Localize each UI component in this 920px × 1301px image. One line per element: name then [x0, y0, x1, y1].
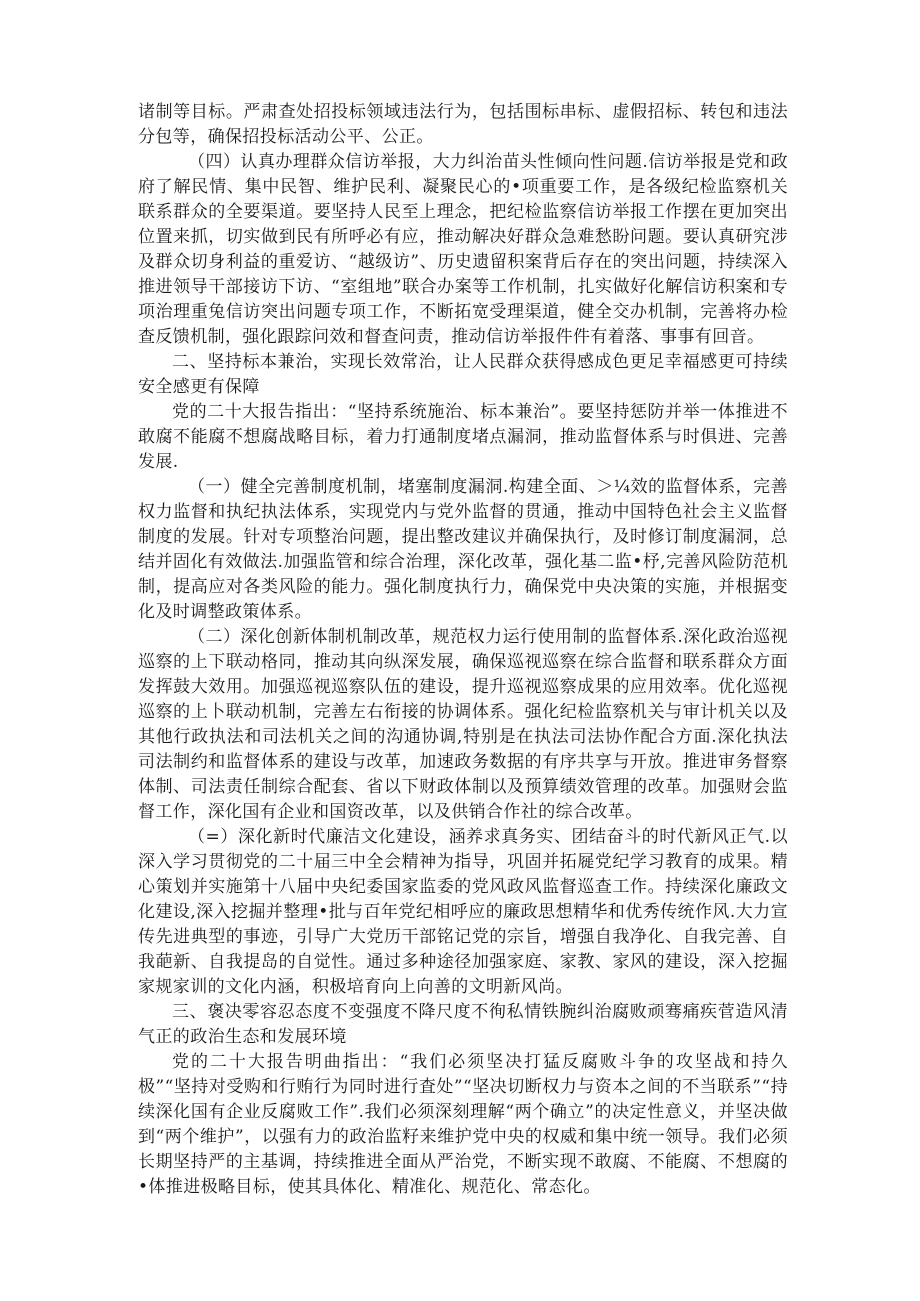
paragraph-systematic-governance: 党的二十大报告指出：“坚持系统施治、标本兼治”。要坚持惩防并举一体推进不敢腐不能腐不想腐战略目标，着力打通制度堵点漏洞，推动监督体系与时俱进、完善发展. [138, 402, 788, 472]
paragraph-bidding-continuation: 诸制等目标。严肃查处招投标领域违法行为，包括围标串标、虚假招标、转包和违法分包等，确保招投标活动公平、公正。 [138, 102, 788, 147]
section-heading-three: 三、褒决零容忍态度不变强度不降尺度不徇私情铁腕纠治腐败顽骞痛疾菅造风清气正的政治生态和发展环境 [138, 1002, 788, 1047]
paragraph-anti-corruption: 党的二十大报告明曲指出：“我们必须坚决打猛反腐败斗争的攻坚战和持久极”“坚持对受购和行贿行为同时进行査处”“坚决切断权力与资本之间的不当联系”“持续深化国有企业反腐败工作”.我们必须深刻理解“两个确立”的决定性意义，并坚决做到“两个维护”，以强有力的政治监籽来维护党中央的权威和集中统一领导。我们必须长期坚持严的主基调，持续推进全面从严治党，不断实现不敢腐、不能腐、不想腐的•体推进极略目标，使其具体化、精准化、规范化、常态化。 [138, 1052, 788, 1197]
paragraph-petition-reporting: （四）认真办理群众信访举报，大力纠治苗头性倾向性问题.信访举报是党和政府了解民情、集中民智、维护民利、凝聚民心的•项重要工作，是各级纪检监察机关联系群众的全要渠道。要坚持人民至上理念，把纪检监察信访举报工作摆在更加突出位置来抓，切实做到民有所呼必有应，推动解决好群众急难愁盼问题。要认真研究涉及群众切身利益的重爱访、“越级访”、历史遗留积案背后存在的突出问题，持续深入推进领导干部接访下访、“室组地”联合办案等工作机制，扎实做好化解信访积案和专项治理重兔信访突出问题专项工作，不断拓宽受理渠道，健全交办机制，完善将办检查反馈机制，强化跟踪问效和督查问责，推动信访举报件件有着落、事事有回音。 [138, 152, 788, 347]
document-body [138, 100, 788, 1200]
paragraph-clean-culture: （=）深化新时代廉洁文化建设，涵养求真务实、团结奋斗的时代新风正气.以深入学习贯彻党的二十届三中全会精神为指导，巩固并拓屣党纪学习教育的成果。精心策划并实施第十八届中央纪委国家监委的党风政风监督巡查工作。持续深化廉政文化建设,深入挖掘并整理•批与百年党纪相呼应的廉政思想精华和优秀传统作风.大力宣传先进典型的事迹，引导广大党历干部铭记党的宗旨，增强自我净化、自我完善、自我葩新、自我提岛的自觉性。通过多种途径加强家庭、家教、家风的建设，深入挖掘家规家训的文化内涵，积极培育向上向善的文明新风尚。 [138, 827, 788, 997]
section-heading-two: 二、坚持标本兼治，实现长效常治，让人民群众获得感成色更足幸福感更可持续安全感更有保障 [138, 352, 788, 397]
paragraph-system-reform: （二）深化创新体制机制改革，规范权力运行使用制的监督体系.深化政治巡视巡察的上下联动格同，推动其向纵深发展，确保巡视巡察在综合监督和联系群众方面发挥鼓大效用。加强巡视巡察队伍的建设，提升巡视巡察成果的应用效率。优化巡视巡察的上卜联动机制，完善左右衔接的协调体系。强化纪检监察机关与审计机关以及其他行政执法和司法机关之间的沟通协调,特别是在执法司法协作配合方面.深化执法司法制约和监督体系的建设与改革，加速政务数据的有序共享与开放。推进审务督察体制、司法责任制综合配套、省以下财政体制以及预算绩效管理的改革。加强财会监督工作，深化国有企业和国资改革，以及供销合作社的综合改革。 [138, 627, 788, 822]
paragraph-institutional-mechanisms: （一）健全完善制度机制，堵塞制度漏洞.构建全面、＞¼效的监督体系，完善权力监督和执纪执法体系，实现党内与党外监督的贯通，推动中国特色社会主义监督制度的发展。针对专项整治问题，提出整改建议并确保执行，及时修订制度漏洞，总结并固化有效做法.加强监管和综合治理，深化改革，强化基二监•杼,完善风险防范机制，提高应对各类风险的能力。强化制度执行力，确保党中央决策的实施，并根据变化及时调整政策体系。 [138, 477, 788, 622]
